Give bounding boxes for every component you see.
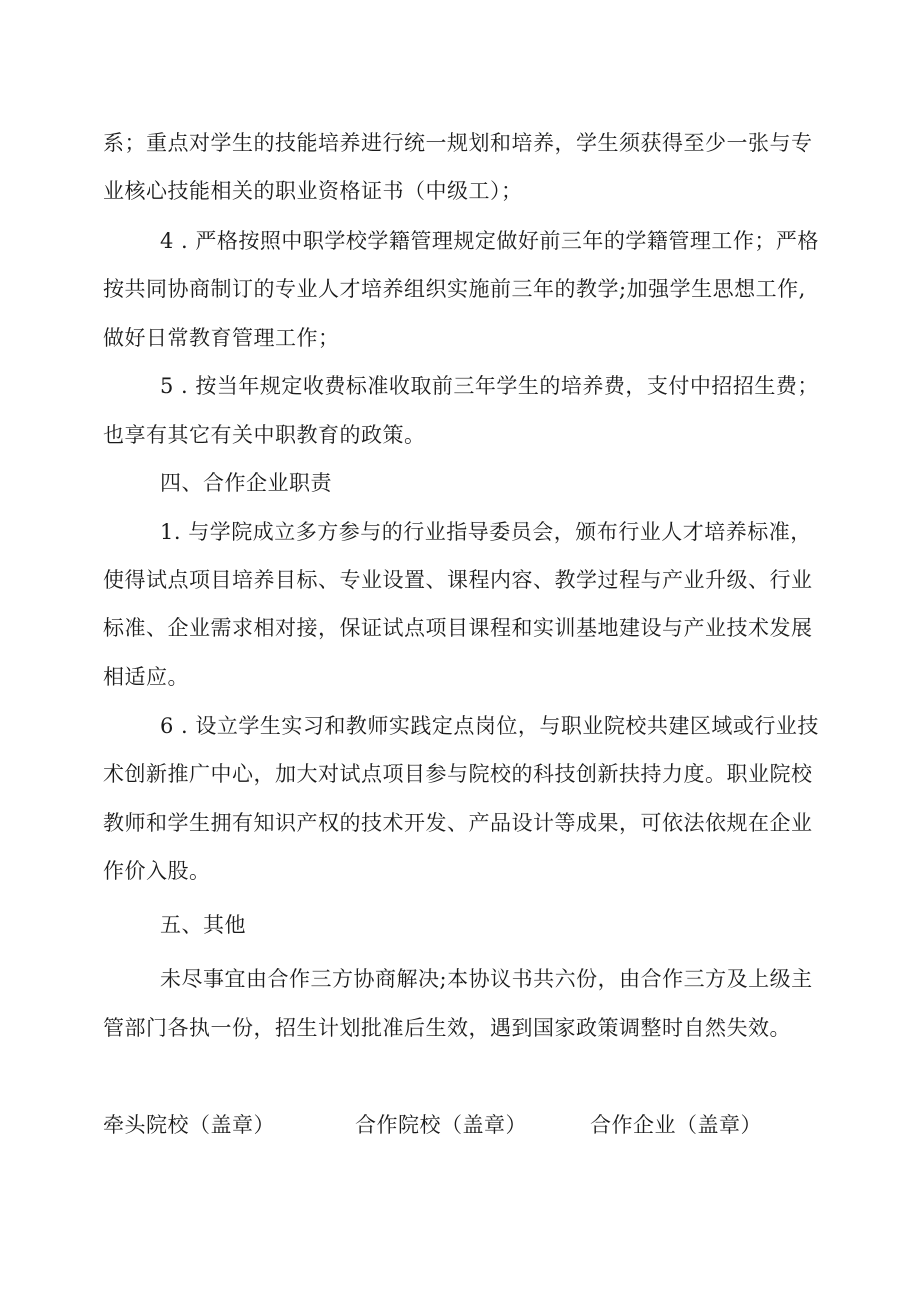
paragraph-line: 标准、企业需求相对接，保证试点项目课程和实训基地建设与产业技术发展 <box>103 616 813 640</box>
paragraph-line: 作价入股。 <box>103 859 211 883</box>
paragraph-line: 管部门各执一份，招生计划批准后生效，遇到国家政策调整时自然失效。 <box>103 1016 791 1040</box>
paragraph-line: 按共同协商制订的专业人才培养组织实施前三年的教学;加强学生思想工作, <box>103 277 806 301</box>
signature-partner-school: 合作院校（盖章） <box>355 1113 527 1137</box>
paragraph-line: 4 . 严格按照中职学校学籍管理规定做好前三年的学籍管理工作；严格 <box>160 229 819 253</box>
paragraph-line: 教师和学生拥有知识产权的技术开发、产品设计等成果，可依法依规在企业 <box>103 811 813 835</box>
paragraph-line: 6 . 设立学生实习和教师实践定点岗位，与职业院校共建区域或行业技 <box>160 714 819 738</box>
paragraph-line: 使得试点项目培养目标、专业设置、课程内容、教学过程与产业升级、行业 <box>103 568 813 592</box>
paragraph-line: 业核心技能相关的职业资格证书（中级工）； <box>103 179 523 203</box>
signature-lead-school: 牵头院校（盖章） <box>103 1113 275 1137</box>
signature-enterprise: 合作企业（盖章） <box>590 1113 762 1137</box>
paragraph-line: 5 . 按当年规定收费标准收取前三年学生的培养费，支付中招招生费； <box>160 374 819 398</box>
paragraph-line: 术创新推广中心，加大对试点项目参与院校的科技创新扶持力度。职业院校 <box>103 762 813 786</box>
section-heading: 四、合作企业职责 <box>160 471 332 495</box>
paragraph-line: 未尽事宜由合作三方协商解决;本协议书共六份，由合作三方及上级主 <box>160 967 813 991</box>
paragraph-line: 1. 与学院成立多方参与的行业指导委员会，颁布行业人才培养标准， <box>160 520 812 544</box>
paragraph-line: 也享有其它有关中职教育的政策。 <box>103 423 426 447</box>
paragraph-line: 系；重点对学生的技能培养进行统一规划和培养，学生须获得至少一张与专 <box>103 131 813 155</box>
section-heading: 五、其他 <box>160 913 246 937</box>
paragraph-line: 相适应。 <box>103 665 189 689</box>
paragraph-line: 做好日常教育管理工作； <box>103 326 340 350</box>
